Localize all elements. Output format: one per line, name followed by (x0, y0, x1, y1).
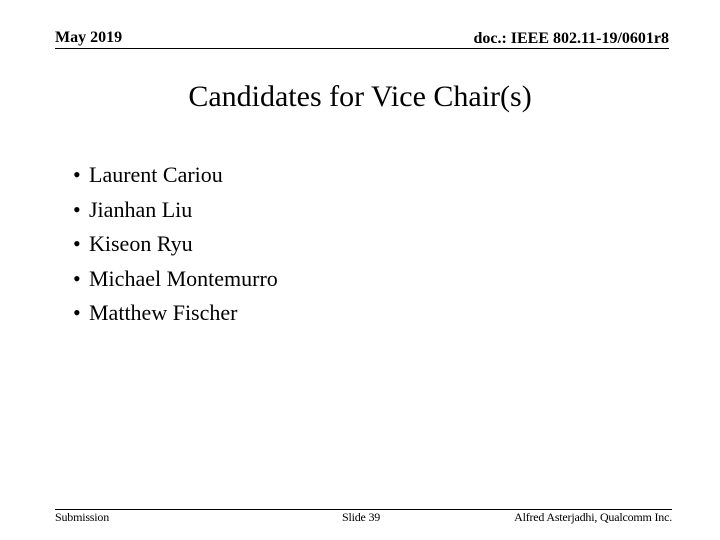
bullet-icon: • (73, 300, 81, 325)
footer-author: Alfred Asterjadhi, Qualcomm Inc. (514, 510, 672, 524)
candidate-name: Michael Montemurro (89, 265, 278, 291)
candidate-name: Kiseon Ryu (89, 231, 193, 256)
footer-submission: Submission (55, 510, 110, 524)
candidate-name: Laurent Cariou (89, 162, 223, 187)
header-doc-id: doc.: IEEE 802.11-19/0601r8 (473, 30, 669, 47)
header-divider (55, 48, 669, 49)
footer-slide-number: Slide 39 (342, 510, 381, 524)
bullet-icon: • (73, 162, 81, 187)
header-date: May 2019 (55, 29, 123, 46)
slide-title: Candidates for Vice Chair(s) (188, 80, 532, 113)
bullet-icon: • (73, 196, 81, 222)
bullet-icon: • (73, 231, 81, 256)
bullet-icon: • (73, 265, 81, 291)
candidate-name: Matthew Fischer (89, 300, 238, 325)
candidate-name: Jianhan Liu (89, 196, 193, 222)
